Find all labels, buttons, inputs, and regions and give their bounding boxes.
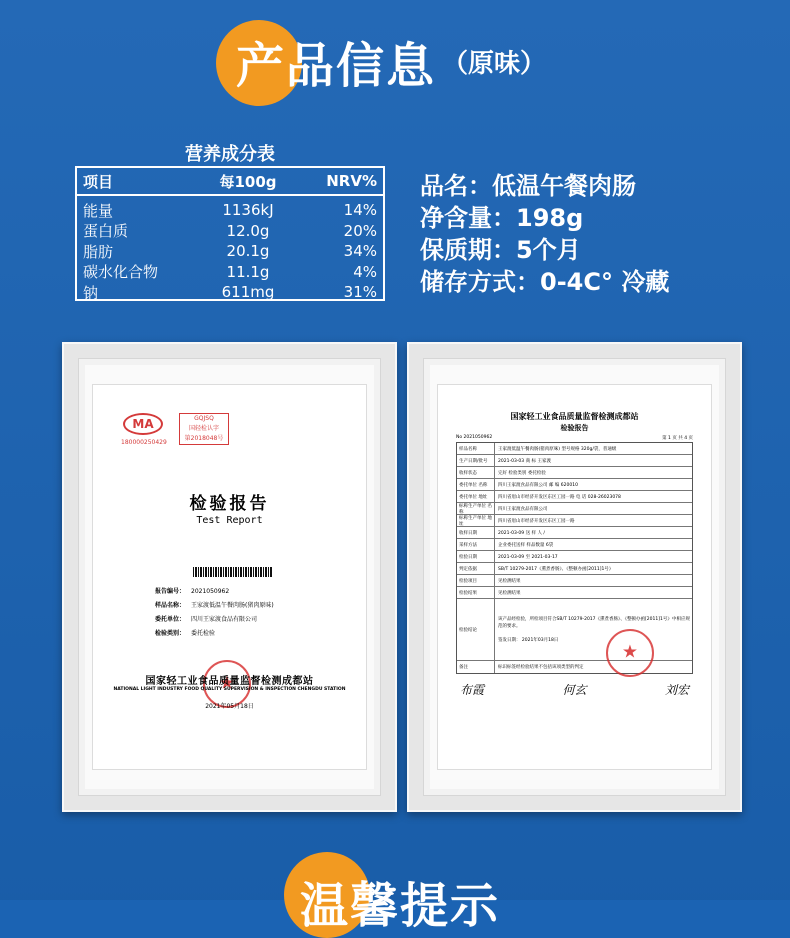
row-key: 委托单位 地址 bbox=[457, 491, 495, 502]
conclusion-row bbox=[457, 599, 692, 661]
row-key: 检验结果 bbox=[457, 587, 495, 598]
row-value: 见检测结果 bbox=[498, 578, 521, 584]
row-key: 检验日期 bbox=[457, 551, 495, 562]
report-field bbox=[155, 627, 274, 641]
row-value: 王家渡低温午餐肉肠(猪肉原味) 型号规格 320g/袋，普通级 bbox=[498, 446, 617, 452]
report-field bbox=[155, 613, 274, 627]
table-row bbox=[457, 539, 692, 551]
field-value: 王家渡低温午餐肉肠(猪肉原味) bbox=[191, 602, 274, 609]
sign-date: 签发日期： 2021年03月18日 bbox=[498, 637, 559, 643]
row-value: 四川王家渡食品有限公司 bbox=[498, 506, 548, 512]
test-report-cover bbox=[92, 384, 367, 770]
nutrient-nrv: 31% bbox=[343, 283, 377, 302]
field-value: 委托检验 bbox=[191, 630, 216, 637]
gqjsq-badge bbox=[179, 413, 229, 445]
row-value: 见检测结果 bbox=[498, 590, 521, 596]
report-table bbox=[456, 442, 693, 674]
next-section-title-text: 温馨提示 bbox=[300, 877, 501, 934]
official-stamp-icon bbox=[606, 629, 654, 677]
nutrient-amount: 12.0g bbox=[226, 221, 270, 240]
row-value: 完好 检验类别 委托检验 bbox=[498, 470, 546, 476]
report-fields bbox=[155, 585, 274, 641]
product-storage: 储存方式：0-4C° 冷藏 bbox=[420, 268, 670, 296]
nutrition-caption: 营养成分表 bbox=[185, 144, 275, 165]
conclusion-body: 该产品经检验，所检项目符合SB/T 10279-2017《熏煮香肠》、《整顿办函[2011]1号》中相应规范的要求。 bbox=[498, 616, 690, 629]
page-subtitle: （原味） bbox=[442, 48, 547, 79]
table-row bbox=[457, 491, 692, 503]
row-key: 生产日期/批号 bbox=[457, 455, 495, 466]
inspection-report-page bbox=[437, 384, 712, 770]
nutrient-name: 脂肪 bbox=[83, 242, 114, 261]
row-key: 检验项目 bbox=[457, 575, 495, 586]
certificate-frame-right bbox=[407, 342, 742, 812]
row-key: 标称生产单位 名称 bbox=[457, 503, 495, 514]
field-value: 2021050962 bbox=[191, 588, 230, 595]
nutrient-amount: 20.1g bbox=[226, 242, 270, 261]
field-key: 报告编号： bbox=[155, 588, 186, 595]
field-value: 四川王家渡食品有限公司 bbox=[191, 616, 258, 623]
table-row bbox=[457, 575, 692, 587]
report-meta bbox=[456, 435, 693, 441]
row-key: 收样状态 bbox=[457, 467, 495, 478]
nutrient-name: 钠 bbox=[83, 283, 99, 302]
table-row bbox=[457, 587, 692, 599]
product-info bbox=[420, 170, 669, 298]
row-key: 样品名称 bbox=[457, 443, 495, 454]
station-name-en: NATIONAL LIGHT INDUSTRY FOOD QUALITY SUPERVISION & INSPECTION CHENGDU STATION bbox=[113, 687, 346, 692]
report-title: 检验报告 bbox=[189, 494, 270, 514]
nutrient-name: 能量 bbox=[83, 201, 114, 220]
product-net-content: 净含量：198g bbox=[420, 204, 584, 232]
table-row bbox=[77, 282, 383, 303]
product-name: 品名：低温午餐肉肠 bbox=[420, 172, 636, 200]
station-name: 国家轻工业食品质量监督检测成都站 bbox=[145, 676, 314, 687]
row-value: 四川省眉山市经济开发区东区工园一路 电 话 028-26023078 bbox=[498, 494, 621, 500]
row-value: 2021-03-03 商 标 王家渡 bbox=[498, 458, 551, 464]
nutrient-nrv: 14% bbox=[343, 201, 377, 220]
report-field bbox=[155, 599, 274, 613]
report-subtitle: 检验报告 bbox=[560, 424, 589, 432]
product-shelf-life: 保质期：5个月 bbox=[420, 236, 581, 264]
conclusion-text bbox=[495, 616, 692, 644]
signature: 刘宏 bbox=[664, 683, 689, 697]
certificate-frame-left bbox=[62, 342, 397, 812]
table-row bbox=[457, 455, 692, 467]
row-value: 四川省眉山市经济开发区东区工园一路 bbox=[498, 518, 575, 524]
nutrient-nrv: 34% bbox=[343, 242, 377, 261]
table-row bbox=[457, 515, 692, 527]
row-value: 企业委托送样 样品数量 6袋 bbox=[498, 542, 554, 548]
row-value: 四川王家渡食品有限公司 邮 编 620010 bbox=[498, 482, 578, 488]
nutrient-name: 碳水化合物 bbox=[83, 263, 159, 282]
row-key: 收样日期 bbox=[457, 527, 495, 538]
table-row bbox=[457, 503, 692, 515]
nutrient-amount: 11.1g bbox=[226, 262, 270, 281]
nutrient-amount: 611mg bbox=[221, 283, 275, 302]
table-row bbox=[457, 563, 692, 575]
table-row bbox=[457, 479, 692, 491]
table-row bbox=[77, 200, 383, 221]
row-key: 备注 bbox=[457, 661, 495, 673]
table-row bbox=[457, 467, 692, 479]
ma-number: 180000250429 bbox=[121, 439, 167, 446]
row-key: 检验结论 bbox=[457, 599, 495, 660]
remark-row bbox=[457, 661, 692, 673]
row-key: 标称生产单位 地址 bbox=[457, 515, 495, 526]
row-key: 采样方法 bbox=[457, 539, 495, 550]
page-title: 产品信息 bbox=[236, 37, 437, 94]
field-key: 样品名称： bbox=[155, 602, 186, 609]
row-value: 2021-03-09 至 2021-03-17 bbox=[498, 554, 558, 560]
field-key: 委托单位： bbox=[155, 616, 186, 623]
nutrition-header-row bbox=[77, 168, 383, 196]
nutrient-nrv: 20% bbox=[343, 221, 377, 240]
nutrient-amount: 1136kJ bbox=[222, 201, 274, 220]
table-row bbox=[457, 527, 692, 539]
signatures bbox=[460, 681, 689, 698]
signature: 何玄 bbox=[562, 683, 587, 697]
gq-line: 第2018048号 bbox=[184, 435, 224, 442]
ma-logo-icon: MA bbox=[123, 413, 163, 435]
table-row bbox=[77, 221, 383, 242]
remark-text: 标识标签经检验结果不包括该项类型的判定 bbox=[498, 665, 584, 670]
gq-line: 国轻检认字 bbox=[188, 425, 219, 432]
nutrition-header-per100g: 每100g bbox=[219, 172, 277, 191]
table-row bbox=[77, 241, 383, 262]
report-number: No 2021050962 bbox=[456, 435, 493, 440]
row-value: 2021-03-09 送 样 人 / bbox=[498, 530, 545, 536]
nutrition-header-nrv: NRV% bbox=[326, 172, 377, 190]
nutrition-table bbox=[75, 166, 385, 301]
signature: 布霞 bbox=[460, 683, 485, 697]
field-key: 检验类别： bbox=[155, 630, 186, 637]
report-station-title: 国家轻工业食品质量监督检测成都站 bbox=[510, 412, 639, 421]
gq-line: GQJSQ bbox=[194, 415, 214, 422]
nutrition-header-item: 项目 bbox=[83, 172, 114, 191]
row-key: 判定依据 bbox=[457, 563, 495, 574]
report-field bbox=[155, 585, 274, 599]
barcode-icon bbox=[193, 567, 273, 577]
nutrient-nrv: 4% bbox=[353, 262, 377, 281]
row-value: SB/T 10279-2017《熏煮香肠》、《整顿办函[2011]1号》 bbox=[498, 566, 614, 572]
page-indicator: 第 1 页 共 4 页 bbox=[662, 436, 693, 441]
next-section-title bbox=[300, 866, 500, 936]
row-key: 委托单位 名称 bbox=[457, 479, 495, 490]
table-row bbox=[457, 551, 692, 563]
table-row bbox=[457, 443, 692, 455]
report-date: 2021年05月18日 bbox=[205, 703, 254, 710]
report-title-en: Test Report bbox=[196, 515, 263, 526]
nutrient-name: 蛋白质 bbox=[83, 222, 129, 241]
table-row bbox=[77, 262, 383, 283]
section-title bbox=[236, 26, 546, 96]
